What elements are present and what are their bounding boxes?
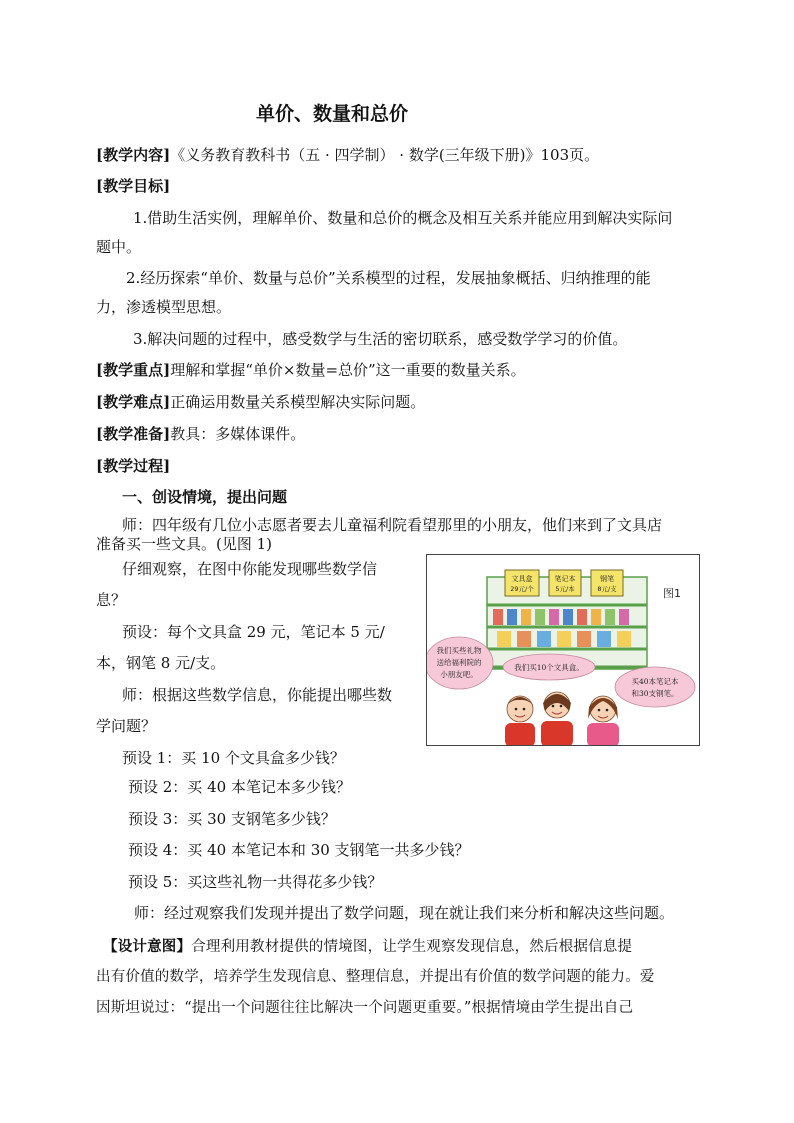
preparation-row xyxy=(96,424,305,444)
preparation-text: 教具：多媒体课件。 xyxy=(170,425,306,443)
para-4-line-1: 师：根据这些数学信息，你能提出哪些数 xyxy=(122,686,393,704)
goal-2-line-1: 2.经历探索“单价、数量与总价”关系模型的过程，发展抽象概括、归纳推理的能 xyxy=(126,269,651,287)
price-sign-pencil-case xyxy=(505,570,539,596)
preset-4: 预设 4：买 40 本笔记本和 30 支钢笔一共多少钱？ xyxy=(128,841,470,859)
goal-2-line-2: 力，渗透模型思想。 xyxy=(96,298,232,316)
stationery-store-illustration xyxy=(426,554,700,746)
teaching-content-row xyxy=(96,145,599,165)
design-label: 【设计意图】 xyxy=(103,938,192,955)
sign-1-line-1: 文具盒 xyxy=(511,575,533,583)
section-1-heading: 一、创设情境，提出问题 xyxy=(122,488,288,506)
design-line-2: 出有价值的数学，培养学生发现信息、整理信息，并提出有价值的数学问题的能力。爱 xyxy=(96,969,655,985)
key-point-row xyxy=(96,360,526,380)
para-5: 师：经过观察我们发现并提出了数学问题，现在就让我们来分析和解决这些问题。 xyxy=(134,904,675,922)
bubble-1-line-3: 小朋友吧。 xyxy=(440,670,478,679)
teaching-goals-label: [教学目标] xyxy=(96,177,171,195)
price-sign-notebook xyxy=(549,570,581,596)
store-scene xyxy=(427,555,699,745)
preparation-label: [教学准备] xyxy=(96,425,171,443)
design-line-1 xyxy=(103,937,632,957)
bubble-1-line-2: 送给福利院的 xyxy=(436,658,482,667)
bubble-3-line-1: 买40本笔记本 xyxy=(631,677,679,686)
goal-1-line-2: 题中。 xyxy=(96,238,142,256)
speech-bubble-middle xyxy=(503,654,595,680)
preset-1: 预设 1：买 10 个文具盒多少钱？ xyxy=(122,749,345,767)
process-label: [教学过程] xyxy=(96,457,171,475)
para-1-line-1: 师：四年级有几位小志愿者要去儿童福利院看望那里的小朋友，他们来到了文具店 xyxy=(122,516,663,534)
teaching-content-text: 《义务教育教科书（五 · 四学制） · 数学(三年级下册)》103页。 xyxy=(170,146,600,164)
bubble-2-text: 我们买10个文具盒。 xyxy=(514,663,584,672)
difficulty-label: [教学难点] xyxy=(96,393,171,411)
page-title: 单价、数量和总价 xyxy=(256,103,409,125)
preset-3: 预设 3：买 30 支钢笔多少钱？ xyxy=(128,810,336,828)
sign-2-line-2: 5元/本 xyxy=(555,585,575,593)
key-point-label: [教学重点] xyxy=(96,361,171,379)
sign-2-line-1: 笔记本 xyxy=(554,575,576,583)
price-sign-pen xyxy=(591,570,623,596)
key-point-text: 理解和掌握“单价×数量=总价”这一重要的数量关系。 xyxy=(170,361,526,379)
bubble-1-line-1: 我们买些礼物 xyxy=(436,646,482,655)
goal-3: 3.解决问题的过程中，感受数学与生活的密切联系，感受数学学习的价值。 xyxy=(133,330,628,348)
para-3-line-2: 本，钢笔 8 元/支。 xyxy=(96,654,226,672)
bubble-3-line-2: 和30支钢笔。 xyxy=(631,689,679,698)
design-line-3: 因斯坦说过：“提出一个问题往往比解决一个问题更重要。”根据情境由学生提出自己 xyxy=(96,1000,634,1016)
para-1-line-2: 准备买一些文具。(见图 1) xyxy=(96,535,273,553)
sign-3-line-1: 钢笔 xyxy=(600,575,614,583)
para-2-line-1: 仔细观察，在图中你能发现哪些数学信 xyxy=(122,560,378,578)
para-2-line-2: 息？ xyxy=(96,591,127,609)
speech-bubble-left xyxy=(427,637,493,689)
preset-2: 预设 2：买 40 本笔记本多少钱？ xyxy=(128,778,351,796)
para-3-line-1: 预设：每个文具盒 29 元，笔记本 5 元/ xyxy=(122,623,385,641)
sign-3-line-2: 8元/支 xyxy=(597,585,617,593)
difficulty-row xyxy=(96,392,425,412)
goal-1-line-1: 1.借助生活实例，理解单价、数量和总价的概念及相互关系并能应用到解决实际问 xyxy=(133,209,673,227)
speech-bubble-right xyxy=(615,667,695,707)
difficulty-text: 正确运用数量关系模型解决实际问题。 xyxy=(170,393,426,411)
teaching-content-label: [教学内容] xyxy=(96,146,171,164)
para-4-line-2: 学问题？ xyxy=(96,717,157,735)
sign-1-line-2: 29元/个 xyxy=(510,585,534,593)
design-text-1: 合理利用教材提供的情境图，让学生观察发现信息，然后根据信息提 xyxy=(191,939,633,955)
figure-label: 图1 xyxy=(663,587,681,600)
preset-5: 预设 5：买这些礼物一共得花多少钱？ xyxy=(128,873,383,891)
